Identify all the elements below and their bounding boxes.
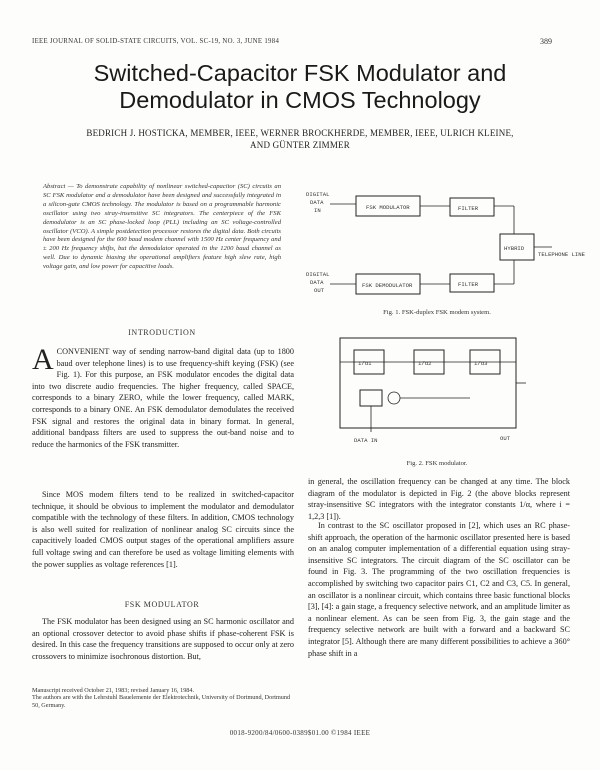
- fsk-modulator-heading: FSK MODULATOR: [124, 600, 200, 609]
- fig1-in-label-1: DIGITAL: [306, 191, 330, 198]
- right-column-paragraph-1: in general, the oscillation frequency can be changed at any time. The block diagram of the modulator is depicted in Fig. 2 (the above blocks represent stray-insensitive SC integrators with the integrator constants 1/α, where i = 1,2,3 [1]).: [308, 477, 570, 521]
- introduction-heading: INTRODUCTION: [128, 328, 196, 337]
- introduction-paragraph-2: Since MOS modem filters tend to be realized in switched-capacitor technique, it should be obvious to implement the modulator and demodulator compatible with the technology of these filters. In addition, CMOS technology is also well suited for realization of nonlinear analog SC circuits since the capacitively loaded CMOS output stages of the operational amplifiers assure full voltage swing and can therefore be used as voltage limiting elements with the power supplies as voltage references [1].: [32, 490, 294, 569]
- fig1-hybrid-label: HYBRID: [504, 245, 525, 252]
- running-head: IEEE JOURNAL OF SOLID-STATE CIRCUITS, VOL. SC-19, NO. 3, JUNE 1984: [32, 38, 280, 45]
- introduction-paragraph-1: [32, 343, 294, 450]
- footnote-line-2: The authors are with the Lehrstuhl Bauelemente der Elektrotechnik, University of Dortmund, Dortmund 50, Germany.: [32, 694, 291, 709]
- right-column-paragraph-2: In contrast to the SC oscillator proposed in [2], which uses an RC phase-shift approach, the operation of the harmonic oscillator presented here is based on an analog computer implementation of a differential equation using stray-insensitive SC integrators. The circuit diagram of the SC oscillator can be found in Fig. 3. The programming of the two oscillation frequencies is accomplished by switching two capacitor pairs C1, C2 and C3, C5. In general, an oscillator is a nonlinear circuit, which contains three basic functional blocks [3], [4]: a gain stage, a frequency selective network, and an amplitude limiter as a nonlinear element. As can be seen from Fig. 3, the gain stage and the frequency selective network are built with a forward and a backward SC integrator [5]. Although there are many different possibilities to achieve a 360° phase shift in a: [308, 521, 570, 658]
- fig1-out-label-1: DIGITAL: [306, 271, 330, 278]
- copyright-code: 0018-9200/84/0600-0389$01.00 ©1984 IEEE: [229, 729, 371, 737]
- page-number: 389: [540, 37, 552, 46]
- paper-title: Switched-Capacitor FSK Modulator and Demodulator in CMOS Technology: [93, 60, 507, 113]
- fig1-filter-top-label: FILTER: [458, 205, 479, 212]
- fig2-summer: [388, 392, 400, 404]
- fig2-switch-block: [360, 390, 382, 406]
- fig2-a2-label: 1/α2: [418, 360, 432, 367]
- fig1-demodulator-label: FSK DEMODULATOR: [362, 282, 413, 289]
- fig1-in-label-2: DATA: [310, 199, 324, 206]
- abstract: Abstract — To demonstrate capability of nonlinear switched-capacitor (SC) circuits an SC FSK modulator and a demodulator have been designed and successfully integrated in a silicon-gate CMOS technology. The modulator is based on a programmable harmonic oscillator using two stray-insensitive SC integrators. The centerpiece of the FSK demodulator is an SC phase-locked loop (PLL) including an SC voltage-controlled oscillator (VCO). A simple postdetection processor restores the digital data. Both circuits have been designed for the 600 baud modem channel with 1500 Hz center frequency and ± 200 Hz frequency shifts, but the demodulator operated in the 1200 baud channel as well. Due to dynamic biasing the operational amplifiers feature high slew rate, high voltage gain, and low power for capacitive loads.: [43, 183, 281, 271]
- fig1-line-label: TELEPHONE LINE: [538, 251, 585, 258]
- fig2-feedback-loop: [340, 338, 516, 428]
- footnote-line-1: Manuscript received October 21, 1983; revised January 16, 1984.: [32, 687, 195, 694]
- author-line-2: AND GÜNTER ZIMMER: [250, 140, 350, 150]
- figure-2-modulator-diagram: [330, 328, 530, 456]
- fig2-data-label: DATA IN: [354, 437, 378, 444]
- fig2-a3-label: 1/α3: [474, 360, 488, 367]
- introduction-paragraph-1-text: CONVENIENT way of sending narrow-band digital data (up to 1800 baud over telephone lines) is to use frequency-shift keying (FSK) (see Fig. 1). For this purpose, an FSK modulator encodes the digital data into two discrete audio frequencies. The higher frequency, called SPACE, corresponds to a binary ZERO, while the lower frequency, called MARK, corresponds to a binary ONE. An FSK demodulator demodulates the received FSK signal and restores the original data in binary format. In general, additional bandpass filters are used to suppress the out-band noise and to reduce the harmonics of the FSK transmitter.: [32, 347, 294, 449]
- figure-2-caption: Fig. 2. FSK modulator.: [406, 460, 468, 467]
- fig2-out-label: OUT: [500, 435, 511, 442]
- fig1-in-label-3: IN: [314, 207, 321, 214]
- figure-1-caption: Fig. 1. FSK-duplex FSK modem system.: [383, 309, 491, 316]
- figure-1-block-diagram: [300, 186, 585, 308]
- fig1-out-label-2: DATA: [310, 279, 324, 286]
- fig1-filter-bottom-label: FILTER: [458, 281, 479, 288]
- fsk-modulator-paragraph-1: The FSK modulator has been designed using an SC harmonic oscillator and an optional crossover detector to avoid phase shifts if phase-coherent FSK is desired. In this case the frequency transitions are supposed to occur only at zero crossovers to minimize isochronous distortion. But,: [32, 617, 294, 661]
- footnote: [32, 687, 294, 709]
- fig1-out-label-3: OUT: [314, 287, 325, 294]
- author-line-1: BEDRICH J. HOSTICKA, MEMBER, IEEE, WERNER BROCKHERDE, MEMBER, IEEE, ULRICH KLEINE,: [86, 128, 514, 138]
- dropcap-letter: A: [32, 343, 54, 376]
- fig2-a1-label: 1/α1: [358, 360, 372, 367]
- author-list: [40, 127, 560, 151]
- fig1-modulator-label: FSK MODULATOR: [366, 204, 410, 211]
